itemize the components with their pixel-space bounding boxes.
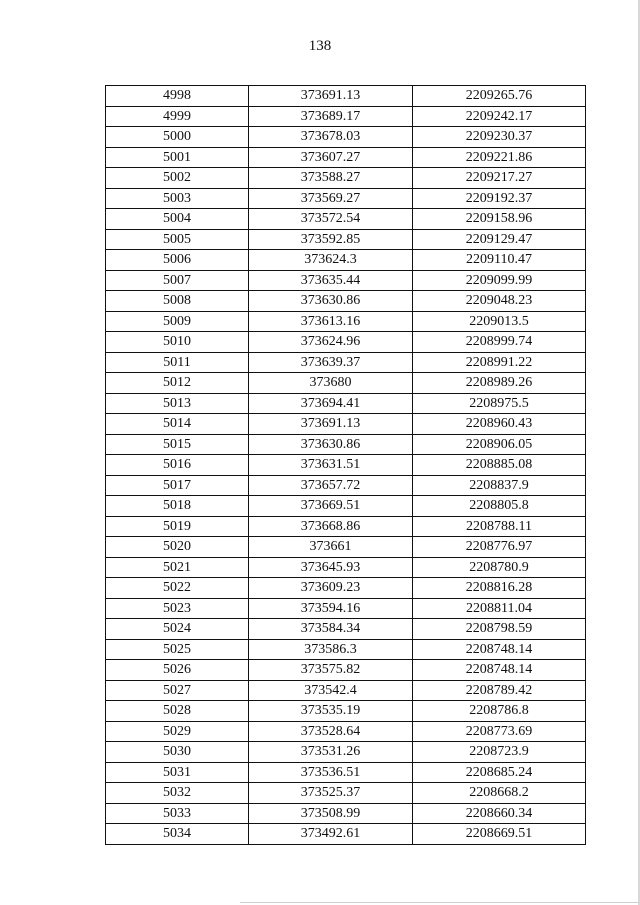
point-number-cell: 5001	[106, 147, 249, 168]
x-coordinate-cell: 373572.54	[249, 209, 413, 230]
x-coordinate-cell: 373668.86	[249, 516, 413, 537]
table-row	[106, 639, 586, 660]
y-coordinate-cell: 2208789.42	[413, 680, 586, 701]
y-coordinate-cell: 2209129.47	[413, 229, 586, 250]
x-coordinate-cell: 373613.16	[249, 311, 413, 332]
table-row	[106, 783, 586, 804]
table-row	[106, 660, 586, 681]
point-number-cell: 5005	[106, 229, 249, 250]
table-row	[106, 619, 586, 640]
page-number: 138	[308, 38, 332, 54]
y-coordinate-cell: 2208906.05	[413, 434, 586, 455]
table-row	[106, 229, 586, 250]
y-coordinate-cell: 2208748.14	[413, 639, 586, 660]
point-number-cell: 5012	[106, 373, 249, 394]
point-number-cell: 5009	[106, 311, 249, 332]
table-row	[106, 291, 586, 312]
x-coordinate-cell: 373689.17	[249, 106, 413, 127]
point-number-cell: 5007	[106, 270, 249, 291]
point-number-cell: 5004	[106, 209, 249, 230]
table-row	[106, 762, 586, 783]
table-row	[106, 598, 586, 619]
point-number-cell: 4999	[106, 106, 249, 127]
y-coordinate-cell: 2209265.76	[413, 86, 586, 107]
coordinates-table-body	[106, 86, 586, 845]
y-coordinate-cell: 2209192.37	[413, 188, 586, 209]
table-row	[106, 475, 586, 496]
y-coordinate-cell: 2208788.11	[413, 516, 586, 537]
point-number-cell: 5015	[106, 434, 249, 455]
point-number-cell: 5014	[106, 414, 249, 435]
point-number-cell: 5032	[106, 783, 249, 804]
x-coordinate-cell: 373630.86	[249, 291, 413, 312]
point-number-cell: 5000	[106, 127, 249, 148]
point-number-cell: 5025	[106, 639, 249, 660]
y-coordinate-cell: 2209230.37	[413, 127, 586, 148]
table-row	[106, 680, 586, 701]
y-coordinate-cell: 2208668.2	[413, 783, 586, 804]
point-number-cell: 5029	[106, 721, 249, 742]
table-row	[106, 701, 586, 722]
point-number-cell: 5026	[106, 660, 249, 681]
y-coordinate-cell: 2208660.34	[413, 803, 586, 824]
x-coordinate-cell: 373586.3	[249, 639, 413, 660]
x-coordinate-cell: 373645.93	[249, 557, 413, 578]
table-row	[106, 147, 586, 168]
point-number-cell: 5031	[106, 762, 249, 783]
x-coordinate-cell: 373657.72	[249, 475, 413, 496]
y-coordinate-cell: 2208999.74	[413, 332, 586, 353]
point-number-cell: 5019	[106, 516, 249, 537]
table-row	[106, 311, 586, 332]
x-coordinate-cell: 373691.13	[249, 414, 413, 435]
point-number-cell: 5006	[106, 250, 249, 271]
table-row	[106, 742, 586, 763]
y-coordinate-cell: 2208786.8	[413, 701, 586, 722]
y-coordinate-cell: 2208816.28	[413, 578, 586, 599]
table-row	[106, 127, 586, 148]
x-coordinate-cell: 373639.37	[249, 352, 413, 373]
x-coordinate-cell: 373575.82	[249, 660, 413, 681]
point-number-cell: 5034	[106, 824, 249, 845]
table-row	[106, 516, 586, 537]
table-row	[106, 209, 586, 230]
y-coordinate-cell: 2208723.9	[413, 742, 586, 763]
point-number-cell: 5020	[106, 537, 249, 558]
point-number-cell: 5003	[106, 188, 249, 209]
y-coordinate-cell: 2208991.22	[413, 352, 586, 373]
y-coordinate-cell: 2208748.14	[413, 660, 586, 681]
x-coordinate-cell: 373607.27	[249, 147, 413, 168]
table-row	[106, 414, 586, 435]
x-coordinate-cell: 373609.23	[249, 578, 413, 599]
y-coordinate-cell: 2209158.96	[413, 209, 586, 230]
table-row	[106, 352, 586, 373]
point-number-cell: 5013	[106, 393, 249, 414]
x-coordinate-cell: 373531.26	[249, 742, 413, 763]
y-coordinate-cell: 2208773.69	[413, 721, 586, 742]
x-coordinate-cell: 373691.13	[249, 86, 413, 107]
x-coordinate-cell: 373624.96	[249, 332, 413, 353]
table-row	[106, 455, 586, 476]
y-coordinate-cell: 2208885.08	[413, 455, 586, 476]
y-coordinate-cell: 2209110.47	[413, 250, 586, 271]
x-coordinate-cell: 373661	[249, 537, 413, 558]
y-coordinate-cell: 2208960.43	[413, 414, 586, 435]
y-coordinate-cell: 2209099.99	[413, 270, 586, 291]
x-coordinate-cell: 373508.99	[249, 803, 413, 824]
x-coordinate-cell: 373584.34	[249, 619, 413, 640]
point-number-cell: 5021	[106, 557, 249, 578]
point-number-cell: 5027	[106, 680, 249, 701]
table-row	[106, 434, 586, 455]
x-coordinate-cell: 373569.27	[249, 188, 413, 209]
table-row	[106, 393, 586, 414]
point-number-cell: 4998	[106, 86, 249, 107]
y-coordinate-cell: 2209221.86	[413, 147, 586, 168]
x-coordinate-cell: 373592.85	[249, 229, 413, 250]
y-coordinate-cell: 2208798.59	[413, 619, 586, 640]
table-row	[106, 373, 586, 394]
y-coordinate-cell: 2208837.9	[413, 475, 586, 496]
table-row	[106, 106, 586, 127]
x-coordinate-cell: 373536.51	[249, 762, 413, 783]
y-coordinate-cell: 2208805.8	[413, 496, 586, 517]
x-coordinate-cell: 373624.3	[249, 250, 413, 271]
point-number-cell: 5016	[106, 455, 249, 476]
table-row	[106, 332, 586, 353]
x-coordinate-cell: 373680	[249, 373, 413, 394]
x-coordinate-cell: 373492.61	[249, 824, 413, 845]
x-coordinate-cell: 373669.51	[249, 496, 413, 517]
table-row	[106, 270, 586, 291]
x-coordinate-cell: 373542.4	[249, 680, 413, 701]
point-number-cell: 5008	[106, 291, 249, 312]
table-row	[106, 86, 586, 107]
y-coordinate-cell: 2208780.9	[413, 557, 586, 578]
y-coordinate-cell: 2209242.17	[413, 106, 586, 127]
y-coordinate-cell: 2209048.23	[413, 291, 586, 312]
point-number-cell: 5033	[106, 803, 249, 824]
x-coordinate-cell: 373694.41	[249, 393, 413, 414]
y-coordinate-cell: 2209013.5	[413, 311, 586, 332]
point-number-cell: 5028	[106, 701, 249, 722]
x-coordinate-cell: 373535.19	[249, 701, 413, 722]
table-row	[106, 496, 586, 517]
y-coordinate-cell: 2208975.5	[413, 393, 586, 414]
table-row	[106, 188, 586, 209]
table-row	[106, 250, 586, 271]
y-coordinate-cell: 2208989.26	[413, 373, 586, 394]
x-coordinate-cell: 373630.86	[249, 434, 413, 455]
coordinates-table	[105, 85, 586, 845]
scan-edge-bottom	[240, 902, 640, 903]
x-coordinate-cell: 373631.51	[249, 455, 413, 476]
x-coordinate-cell: 373525.37	[249, 783, 413, 804]
y-coordinate-cell: 2208811.04	[413, 598, 586, 619]
table-row	[106, 537, 586, 558]
point-number-cell: 5030	[106, 742, 249, 763]
table-row	[106, 721, 586, 742]
table-row	[106, 168, 586, 189]
y-coordinate-cell: 2209217.27	[413, 168, 586, 189]
point-number-cell: 5024	[106, 619, 249, 640]
point-number-cell: 5017	[106, 475, 249, 496]
table-row	[106, 557, 586, 578]
point-number-cell: 5023	[106, 598, 249, 619]
x-coordinate-cell: 373635.44	[249, 270, 413, 291]
x-coordinate-cell: 373528.64	[249, 721, 413, 742]
point-number-cell: 5022	[106, 578, 249, 599]
x-coordinate-cell: 373594.16	[249, 598, 413, 619]
point-number-cell: 5010	[106, 332, 249, 353]
point-number-cell: 5002	[106, 168, 249, 189]
y-coordinate-cell: 2208776.97	[413, 537, 586, 558]
table-row	[106, 824, 586, 845]
y-coordinate-cell: 2208669.51	[413, 824, 586, 845]
x-coordinate-cell: 373678.03	[249, 127, 413, 148]
table-row	[106, 803, 586, 824]
point-number-cell: 5011	[106, 352, 249, 373]
y-coordinate-cell: 2208685.24	[413, 762, 586, 783]
table-row	[106, 578, 586, 599]
x-coordinate-cell: 373588.27	[249, 168, 413, 189]
point-number-cell: 5018	[106, 496, 249, 517]
